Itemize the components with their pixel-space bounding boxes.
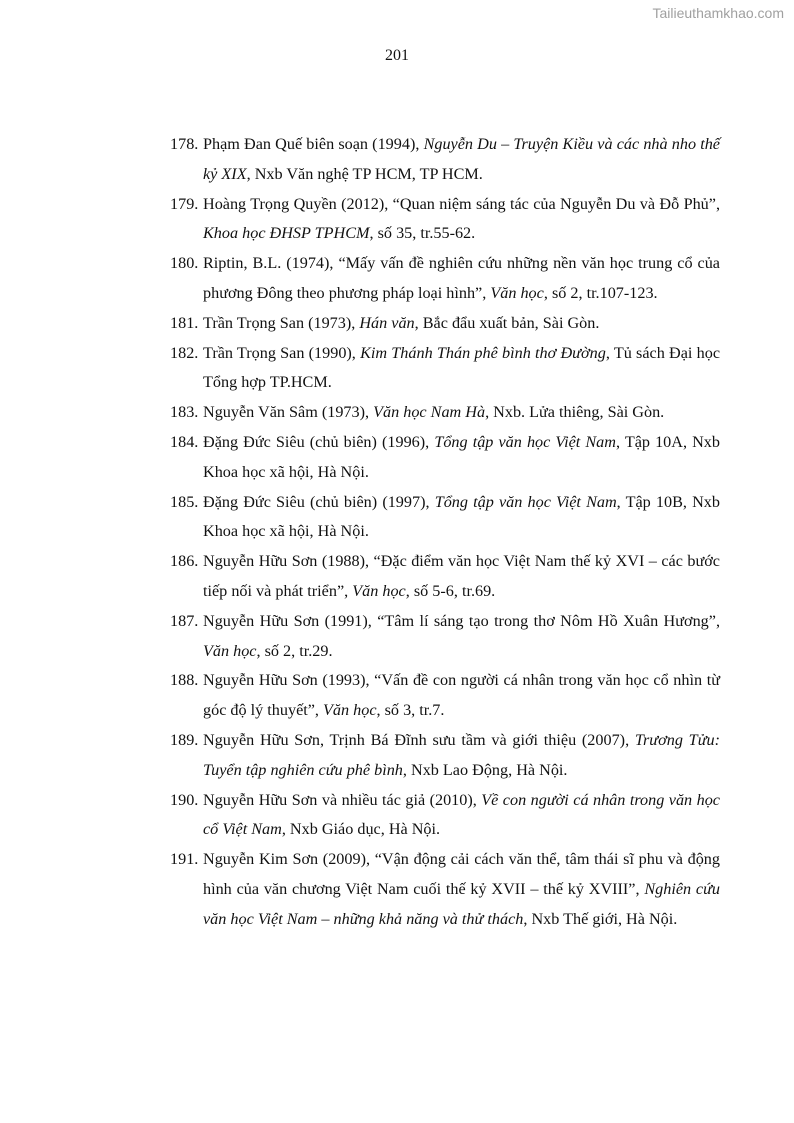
reference-number: 188. xyxy=(170,671,199,690)
reference-segment: , Nxb Lao Động, Hà Nội. xyxy=(402,760,568,779)
reference-text xyxy=(203,309,720,339)
reference-number: 186. xyxy=(170,552,199,571)
reference-entry xyxy=(170,666,720,726)
reference-segment: , số 35, tr.55-62. xyxy=(369,224,476,243)
reference-segment: , Tập 10A, Nxb Khoa học xã hội, Hà Nội. xyxy=(203,432,720,481)
reference-entry xyxy=(170,786,720,846)
reference-number: 178. xyxy=(170,135,199,153)
reference-title: Kim Thánh Thán phê bình thơ Đường xyxy=(360,343,606,362)
reference-number: 180. xyxy=(170,254,199,273)
reference-segment: Riptin, B.L. (1974), “Mấy vấn đề nghiên cứu những nền văn học trung cổ của phương Đông theo phương pháp loại hình”, xyxy=(203,254,720,302)
reference-segment: , Nxb. Lửa thiêng, Sài Gòn. xyxy=(485,403,665,422)
reference-segment: Đặng Đức Siêu (chủ biên) (1996), xyxy=(203,432,435,451)
reference-title: Nguyễn Du – Truyện Kiều và các nhà nho thế kỷ XIX xyxy=(203,135,720,183)
reference-segment: Trần Trọng San (1973), xyxy=(203,313,360,332)
reference-title: Tổng tập văn học Việt Nam xyxy=(434,492,617,511)
reference-list xyxy=(170,130,720,935)
reference-number: 181. xyxy=(170,313,199,332)
reference-entry xyxy=(170,398,720,428)
reference-title: Khoa học ĐHSP TPHCM xyxy=(203,224,370,243)
reference-segment: , số 5-6, tr.69. xyxy=(405,581,496,600)
reference-number: 190. xyxy=(170,790,199,809)
reference-text xyxy=(203,726,720,786)
reference-entry xyxy=(170,249,720,309)
reference-segment: , Bắc đẩu xuất bản, Sài Gòn. xyxy=(414,313,600,332)
reference-segment: , số 2, tr.107-123. xyxy=(543,283,658,302)
reference-number: 184. xyxy=(170,432,199,451)
reference-text xyxy=(203,398,720,428)
reference-segment: , Nxb Giáo dục, Hà Nội. xyxy=(281,820,441,839)
reference-number: 183. xyxy=(170,403,199,422)
reference-segment: Nguyễn Hữu Sơn (1993), “Vấn đề con người cá nhân trong văn học cổ nhìn từ góc độ lý thuyết”, xyxy=(203,671,720,720)
reference-text xyxy=(203,547,720,607)
page-number: 201 xyxy=(385,47,409,64)
reference-segment: , số 3, tr.7. xyxy=(376,701,445,720)
reference-title: Văn học Nam Hà xyxy=(373,403,486,422)
reference-text xyxy=(203,488,720,548)
reference-entry xyxy=(170,309,720,339)
reference-segment: Nguyễn Hữu Sơn và nhiều tác giả (2010), xyxy=(203,790,482,809)
reference-segment: , số 2, tr.29. xyxy=(256,641,333,660)
reference-text xyxy=(203,845,720,934)
reference-entry xyxy=(170,547,720,607)
reference-segment: Nguyễn Hữu Sơn (1991), “Tâm lí sáng tạo trong thơ Nôm Hồ Xuân Hương”, xyxy=(203,611,720,630)
reference-entry xyxy=(170,190,720,250)
reference-title: Nghiên cứu văn học Việt Nam – những khả năng và thử thách xyxy=(203,879,720,928)
reference-text xyxy=(203,607,720,667)
reference-title: Trương Tửu: Tuyển tập nghiên cứu phê bình xyxy=(203,730,721,779)
reference-title: Văn học xyxy=(352,581,406,600)
reference-segment: Nguyễn Văn Sâm (1973), xyxy=(203,403,374,422)
watermark: Tailieuthamkhao.com xyxy=(652,5,784,21)
reference-number: 179. xyxy=(170,194,199,213)
reference-entry xyxy=(170,607,720,667)
reference-segment: Trần Trọng San (1990), xyxy=(203,343,361,362)
reference-entry xyxy=(170,339,720,399)
reference-text xyxy=(203,666,720,726)
reference-entry xyxy=(170,130,720,190)
reference-number: 187. xyxy=(170,611,199,630)
reference-segment: Đặng Đức Siêu (chủ biên) (1997), xyxy=(203,492,435,511)
reference-segment: , Tủ sách Đại học Tổng hợp TP.HCM. xyxy=(203,343,721,392)
reference-text xyxy=(203,339,720,399)
reference-title: Hán văn xyxy=(359,313,415,332)
reference-number: 189. xyxy=(170,730,199,749)
reference-title: Về con người cá nhân trong văn học cổ Việt Nam xyxy=(203,790,720,839)
reference-segment: Nguyễn Hữu Sơn (1988), “Đặc điểm văn học Việt Nam thế kỷ XVI – các bước tiếp nối và phát triển”, xyxy=(203,552,720,600)
reference-text xyxy=(203,130,720,190)
reference-entry xyxy=(170,845,720,934)
reference-text xyxy=(203,786,720,846)
reference-segment: Phạm Đan Quế biên soạn (1994), xyxy=(203,135,424,153)
reference-text xyxy=(203,249,720,309)
reference-title: Văn học xyxy=(323,701,377,720)
reference-segment: Hoàng Trọng Quyền (2012), “Quan niệm sáng tác của Nguyễn Du và Đỗ Phủ”, xyxy=(203,194,720,213)
reference-segment: , Nxb Văn nghệ TP HCM, TP HCM. xyxy=(246,164,483,183)
reference-title: Văn học xyxy=(490,283,544,302)
reference-number: 185. xyxy=(170,492,199,511)
reference-entry xyxy=(170,726,720,786)
reference-segment: , Nxb Thế giới, Hà Nội. xyxy=(523,909,678,928)
reference-entry xyxy=(170,428,720,488)
reference-number: 191. xyxy=(170,850,199,869)
reference-text xyxy=(203,190,720,250)
reference-segment: Nguyễn Hữu Sơn, Trịnh Bá Đĩnh sưu tầm và giới thiệu (2007), xyxy=(203,730,635,749)
reference-segment: , Tập 10B, Nxb Khoa học xã hội, Hà Nội. xyxy=(203,492,720,541)
reference-entry xyxy=(170,488,720,548)
reference-title: Văn học xyxy=(203,641,257,660)
reference-text xyxy=(203,428,720,488)
reference-segment: Nguyễn Kim Sơn (2009), “Vận động cải cách văn thể, tâm thái sĩ phu và động hình của văn chương Việt Nam cuối thế kỷ XVII – thế kỷ XVIII”, xyxy=(203,850,720,898)
reference-title: Tổng tập văn học Việt Nam xyxy=(434,432,616,451)
reference-number: 182. xyxy=(170,343,199,362)
